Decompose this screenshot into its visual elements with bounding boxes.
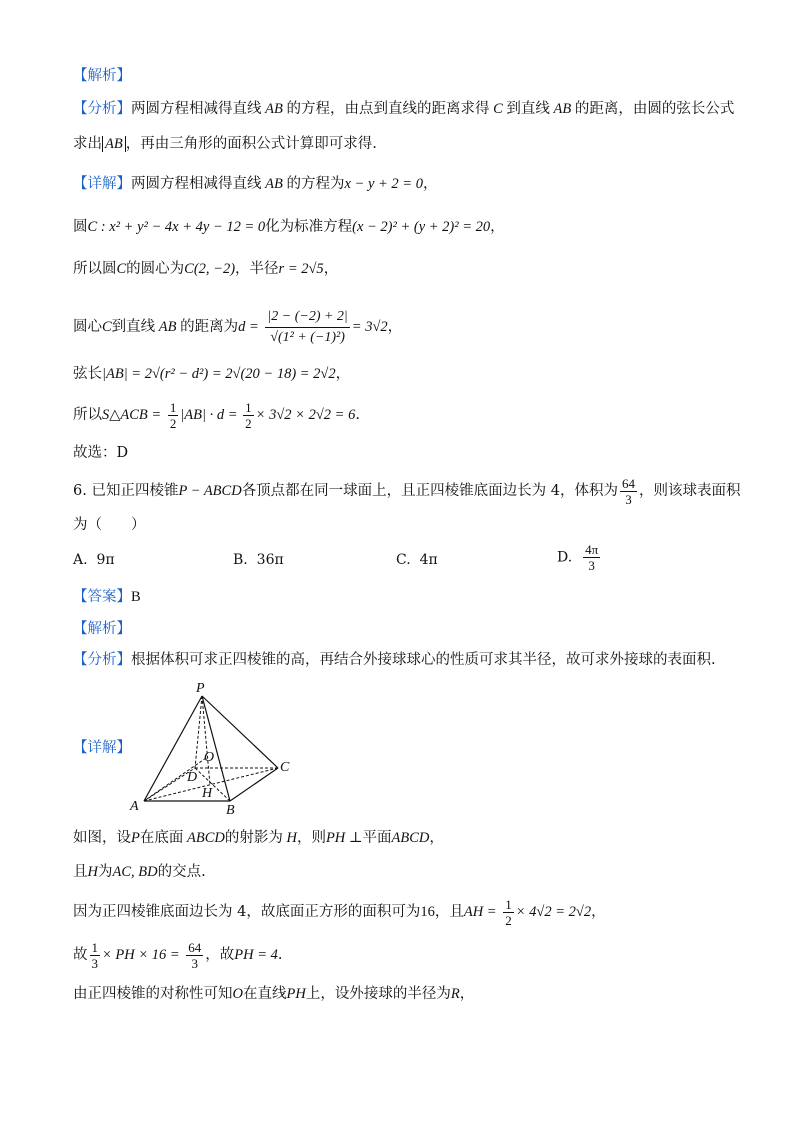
- detail-line-4: 故 $\frac{1}{3}$ × PH × 16 = $\frac{64}{3}$ ，故PH = 4.: [73, 939, 283, 971]
- option-d: D. $\frac{4\pi}{3}$: [557, 542, 599, 573]
- option-a: A. 9π: [73, 552, 115, 568]
- fenxi-line-1: 【分析】两圆方程相减得直线 AB 的方程，由点到直线的距离求得 C 到直线 AB 的距离，由圆的弦长公式: [73, 101, 735, 117]
- option-c: C. 4π: [396, 552, 438, 568]
- xiangjie-line-1: 【详解】两圆方程相减得直线 AB 的方程为x − y + 2 = 0，: [73, 176, 438, 192]
- label-B: B: [226, 803, 235, 816]
- label-A: A: [130, 799, 139, 814]
- option-b: B. 36π: [233, 552, 284, 568]
- area-line: 所以S△ACB = $\frac{1}{2}$ |AB| · d = $\frac{1}{2}$ × 3√2 × 2√2 = 6.: [73, 399, 360, 431]
- question-6-line-1: 6. 已知正四棱锥P − ABCD各顶点都在同一球面上，且正四棱锥底面边长为 4，体积为 $\frac{64}{3}$ ，则该球表面积: [73, 475, 741, 507]
- fenxi-line-q6: 【分析】根据体积可求正四棱锥的高，再结合外接球球心的性质可求其半径，故可求外接球的表面积.: [73, 652, 716, 668]
- label-D: D: [187, 770, 198, 785]
- distance-line: 圆心C到直线 AB 的距离为d = $\frac{|2 - (-2) + 2|}{\text{√(1² + (−1)²)}}$ = 3√2，: [73, 308, 403, 345]
- pyramid-figure: [120, 676, 300, 816]
- label-P: P: [196, 681, 205, 696]
- label-H: H: [202, 786, 213, 801]
- jiexi-label-2: 【解析】: [73, 621, 131, 637]
- fenxi-line-2: 求出 AB ，再由三角形的面积公式计算即可求得.: [73, 136, 377, 152]
- answer-choice-line: 故选：D: [73, 445, 129, 461]
- jiexi-label-1: 【解析】: [73, 68, 131, 84]
- chord-length-line: 弦长|AB| = 2√(r² − d²) = 2√(20 − 18) = 2√2，: [73, 366, 351, 382]
- answer-line: 【答案】B: [73, 589, 141, 605]
- question-6-line-2: 为（ ）: [73, 517, 146, 533]
- center-radius-line: 所以圆C的圆心为C(2, −2)，半径r = 2√5，: [73, 261, 339, 277]
- detail-line-5: 由正四棱锥的对称性可知O在直线PH上，设外接球的半径为R，: [73, 986, 475, 1002]
- detail-line-2: 且H为AC, BD的交点.: [73, 864, 206, 880]
- label-O: O: [204, 750, 215, 765]
- xiangjie-label-2: 【详解】: [73, 740, 131, 756]
- label-C: C: [280, 760, 290, 775]
- circle-equation-line: 圆C : x² + y² − 4x + 4y − 12 = 0化为标准方程(x − 2)² + (y + 2)² = 20，: [73, 219, 505, 235]
- detail-line-3: 因为正四棱锥底面边长为 4，故底面正方形的面积可为16，且AH = $\frac{1}{2}$ × 4√2 = 2√2，: [73, 896, 606, 928]
- detail-line-1: 如图，设P在底面 ABCD的射影为 H，则PH ⊥平面ABCD，: [73, 830, 444, 846]
